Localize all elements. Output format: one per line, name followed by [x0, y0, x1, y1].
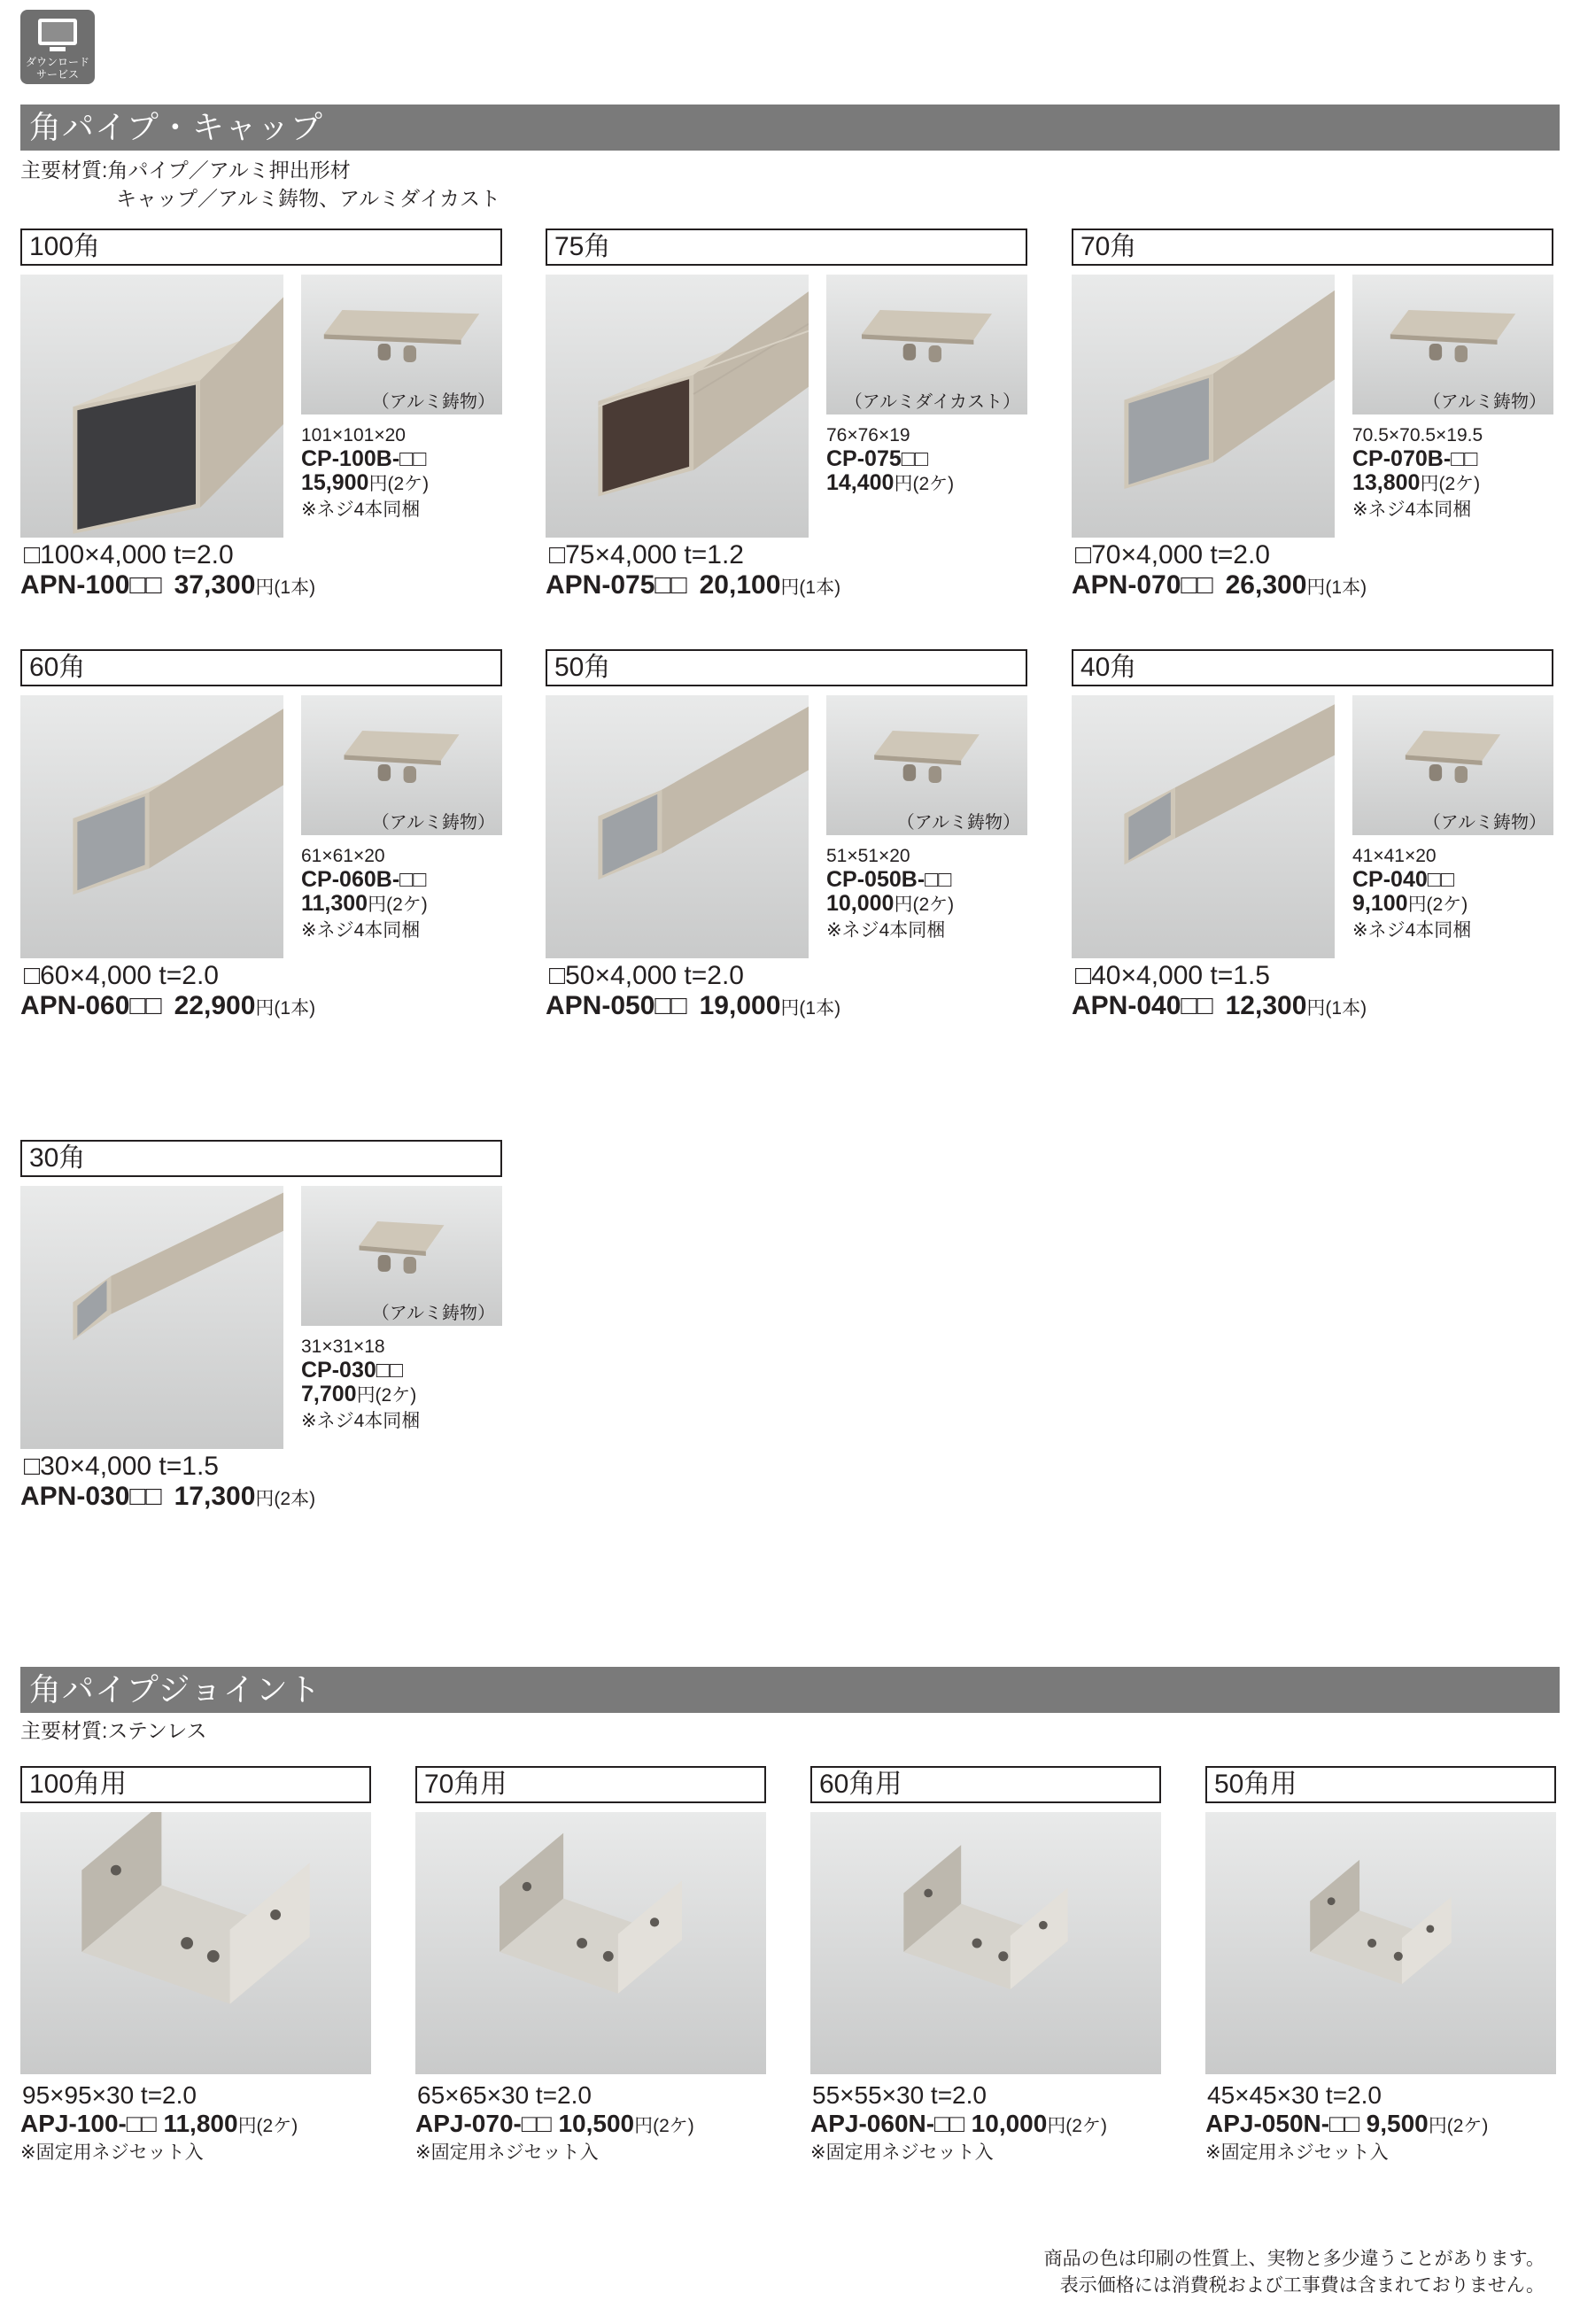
pipe-unit: 円(1本) [255, 998, 316, 1019]
joint-note: ※固定用ネジセット入 [20, 2142, 204, 2163]
pipe-code-price [546, 991, 840, 1024]
cap-unit: 円(2ケ) [894, 895, 955, 915]
cap-code: CP-075□□ [826, 446, 928, 471]
cap-unit: 円(2ケ) [368, 474, 430, 494]
cap-material: （アルミダイカスト） [844, 392, 1020, 412]
pipe-price: 20,100 [699, 570, 781, 600]
joint-unit: 円(2ケ) [1428, 2116, 1489, 2136]
cap-price: 11,300 [301, 891, 368, 916]
pipe-code: APN-100□□ [20, 570, 162, 600]
joint-price: 9,500 [1366, 2110, 1429, 2137]
pipe-unit: 円(1本) [1306, 577, 1367, 598]
cap-unit: 円(2ケ) [1407, 895, 1468, 915]
cap-info [826, 844, 954, 942]
joint-code: APJ-070-□□ [415, 2110, 552, 2137]
cap-note: ※ネジ4本同梱 [301, 1411, 421, 1431]
cap-info [1352, 844, 1471, 942]
cap-code: CP-060B-□□ [301, 867, 427, 892]
size-label: 50角 [546, 649, 1027, 686]
cap-dimension: 41×41×20 [1352, 846, 1437, 866]
joint-code-price [810, 2110, 1107, 2141]
pipe-photo [546, 275, 809, 538]
cap-photo [1352, 695, 1553, 835]
joint-unit: 円(2ケ) [1047, 2116, 1107, 2136]
cap-info [1352, 423, 1483, 522]
pipe-unit: 円(2本) [255, 1489, 316, 1509]
joint-unit: 円(2ケ) [237, 2116, 298, 2136]
pipe-code: APN-050□□ [546, 991, 687, 1020]
section-title-pipe-cap: 角パイプ・キャップ [20, 105, 1560, 151]
pipe-unit: 円(1本) [255, 577, 316, 598]
pipe-spec: □60×4,000 t=2.0 [24, 961, 219, 990]
pipe-code-price [20, 570, 315, 603]
cap-material: （アルミ鋳物） [371, 392, 495, 412]
cap-photo [826, 695, 1027, 835]
joint-code: APJ-100-□□ [20, 2110, 157, 2137]
joint-code-price [20, 2110, 298, 2141]
pipe-code-price [20, 1482, 315, 1514]
pipe-spec: □75×4,000 t=1.2 [549, 540, 744, 569]
joint-code: APJ-060N-□□ [810, 2110, 964, 2137]
cap-material: （アルミ鋳物） [1422, 392, 1546, 412]
cap-note: ※ネジ4本同梱 [826, 920, 946, 941]
pipe-spec: □50×4,000 t=2.0 [549, 961, 744, 990]
pipe-price: 17,300 [174, 1482, 256, 1511]
joint-code-price [415, 2110, 694, 2141]
cap-dimension: 70.5×70.5×19.5 [1352, 425, 1483, 445]
pipe-spec: □40×4,000 t=1.5 [1075, 961, 1270, 990]
cap-price: 15,900 [301, 470, 369, 495]
size-label: 75角 [546, 229, 1027, 266]
cap-price: 9,100 [1352, 891, 1408, 916]
cap-info [301, 844, 428, 942]
pipe-code-price [20, 991, 315, 1024]
cap-photo [826, 275, 1027, 414]
cap-unit: 円(2ケ) [356, 1385, 417, 1406]
monitor-icon [38, 19, 77, 45]
cap-dimension: 101×101×20 [301, 425, 406, 445]
pipe-photo [20, 1186, 283, 1449]
cap-code: CP-050B-□□ [826, 867, 952, 892]
cap-code: CP-030□□ [301, 1358, 403, 1383]
joint-unit: 円(2ケ) [634, 2116, 694, 2136]
joint-photo [1205, 1812, 1556, 2074]
section-title-joint: 角パイプジョイント [20, 1667, 1560, 1713]
joint-size-label: 100角用 [20, 1766, 371, 1803]
cap-info [301, 423, 429, 522]
cap-photo [301, 275, 502, 414]
joint-size-label: 70角用 [415, 1766, 766, 1803]
cap-material: （アルミ鋳物） [896, 813, 1020, 833]
joint-spec: 55×55×30 t=2.0 [812, 2081, 987, 2109]
footer-disclaimer: 商品の色は印刷の性質上、実物と多少違うことがあります。 表示価格には消費税および工事費は含まれておりません。 [1043, 2249, 1545, 2296]
joint-photo [415, 1812, 766, 2074]
cap-dimension: 31×31×18 [301, 1336, 385, 1357]
pipe-code-price [1072, 991, 1367, 1024]
pipe-photo [20, 695, 283, 958]
cap-dimension: 76×76×19 [826, 425, 910, 445]
size-label: 70角 [1072, 229, 1553, 266]
pipe-spec: □70×4,000 t=2.0 [1075, 540, 1270, 569]
pipe-photo [20, 275, 283, 538]
size-label: 30角 [20, 1140, 502, 1177]
cap-dimension: 61×61×20 [301, 846, 385, 866]
pipe-spec: □30×4,000 t=1.5 [24, 1452, 219, 1481]
cap-price: 10,000 [826, 891, 895, 916]
joint-size-label: 50角用 [1205, 1766, 1556, 1803]
pipe-unit: 円(1本) [780, 577, 841, 598]
cap-photo [301, 1186, 502, 1326]
pipe-code: APN-040□□ [1072, 991, 1213, 1020]
joint-note: ※固定用ネジセット入 [810, 2142, 994, 2163]
cap-code: CP-070B-□□ [1352, 446, 1478, 471]
pipe-unit: 円(1本) [780, 998, 841, 1019]
pipe-code: APN-060□□ [20, 991, 162, 1020]
size-label: 60角 [20, 649, 502, 686]
cap-price: 7,700 [301, 1382, 357, 1406]
joint-code-price [1205, 2110, 1488, 2141]
joint-spec: 45×45×30 t=2.0 [1207, 2081, 1382, 2109]
joint-material-note: 主要材質:ステンレス [20, 1719, 207, 1742]
cap-photo [1352, 275, 1553, 414]
pipe-code-price [1072, 570, 1367, 603]
pipe-photo [1072, 695, 1335, 958]
cap-unit: 円(2ケ) [894, 474, 955, 494]
joint-spec: 65×65×30 t=2.0 [417, 2081, 592, 2109]
cap-dimension: 51×51×20 [826, 846, 910, 866]
pipe-code: APN-075□□ [546, 570, 687, 600]
cap-info [301, 1335, 420, 1433]
joint-price: 10,000 [971, 2110, 1048, 2137]
joint-note: ※固定用ネジセット入 [415, 2142, 599, 2163]
pipe-unit: 円(1本) [1306, 998, 1367, 1019]
size-label: 40角 [1072, 649, 1553, 686]
joint-photo [20, 1812, 371, 2074]
pipe-code: APN-070□□ [1072, 570, 1213, 600]
joint-spec: 95×95×30 t=2.0 [22, 2081, 197, 2109]
cap-note: ※ネジ4本同梱 [1352, 500, 1472, 520]
cap-note: ※ネジ4本同梱 [301, 500, 421, 520]
badge-line1: ダウンロード [25, 56, 89, 68]
joint-price: 10,500 [558, 2110, 635, 2137]
cap-code: CP-040□□ [1352, 867, 1454, 892]
cap-photo [301, 695, 502, 835]
joint-price: 11,800 [163, 2110, 238, 2137]
cap-unit: 円(2ケ) [368, 895, 428, 915]
cap-note: ※ネジ4本同梱 [301, 920, 421, 941]
cap-material: （アルミ鋳物） [371, 1304, 495, 1323]
cap-material: （アルミ鋳物） [1422, 813, 1546, 833]
pipe-price: 37,300 [174, 570, 256, 600]
joint-note: ※固定用ネジセット入 [1205, 2142, 1389, 2163]
pipe-price: 26,300 [1225, 570, 1307, 600]
cap-code: CP-100B-□□ [301, 446, 427, 471]
cap-info [826, 423, 954, 498]
pipe-price: 12,300 [1225, 991, 1307, 1020]
joint-photo [810, 1812, 1161, 2074]
pipe-code: APN-030□□ [20, 1482, 162, 1511]
cap-price: 14,400 [826, 470, 895, 495]
joint-size-label: 60角用 [810, 1766, 1161, 1803]
pipe-spec: □100×4,000 t=2.0 [24, 540, 234, 569]
cap-note: ※ネジ4本同梱 [1352, 920, 1472, 941]
pipe-photo [1072, 275, 1335, 538]
joint-code: APJ-050N-□□ [1205, 2110, 1359, 2137]
pipe-photo [546, 695, 809, 958]
download-service-badge[interactable] [20, 10, 95, 84]
size-label: 100角 [20, 229, 502, 266]
pipe-code-price [546, 570, 840, 603]
cap-unit: 円(2ケ) [1420, 474, 1481, 494]
pipe-price: 22,900 [174, 991, 256, 1020]
badge-line2: サービス [35, 68, 79, 81]
cap-material: （アルミ鋳物） [371, 813, 495, 833]
cap-price: 13,800 [1352, 470, 1421, 495]
pipe-price: 19,000 [699, 991, 781, 1020]
pipe-material-note: 主要材質:角パイプ／アルミ押出形材 キャップ／アルミ鋳物、アルミダイカスト [20, 159, 501, 210]
